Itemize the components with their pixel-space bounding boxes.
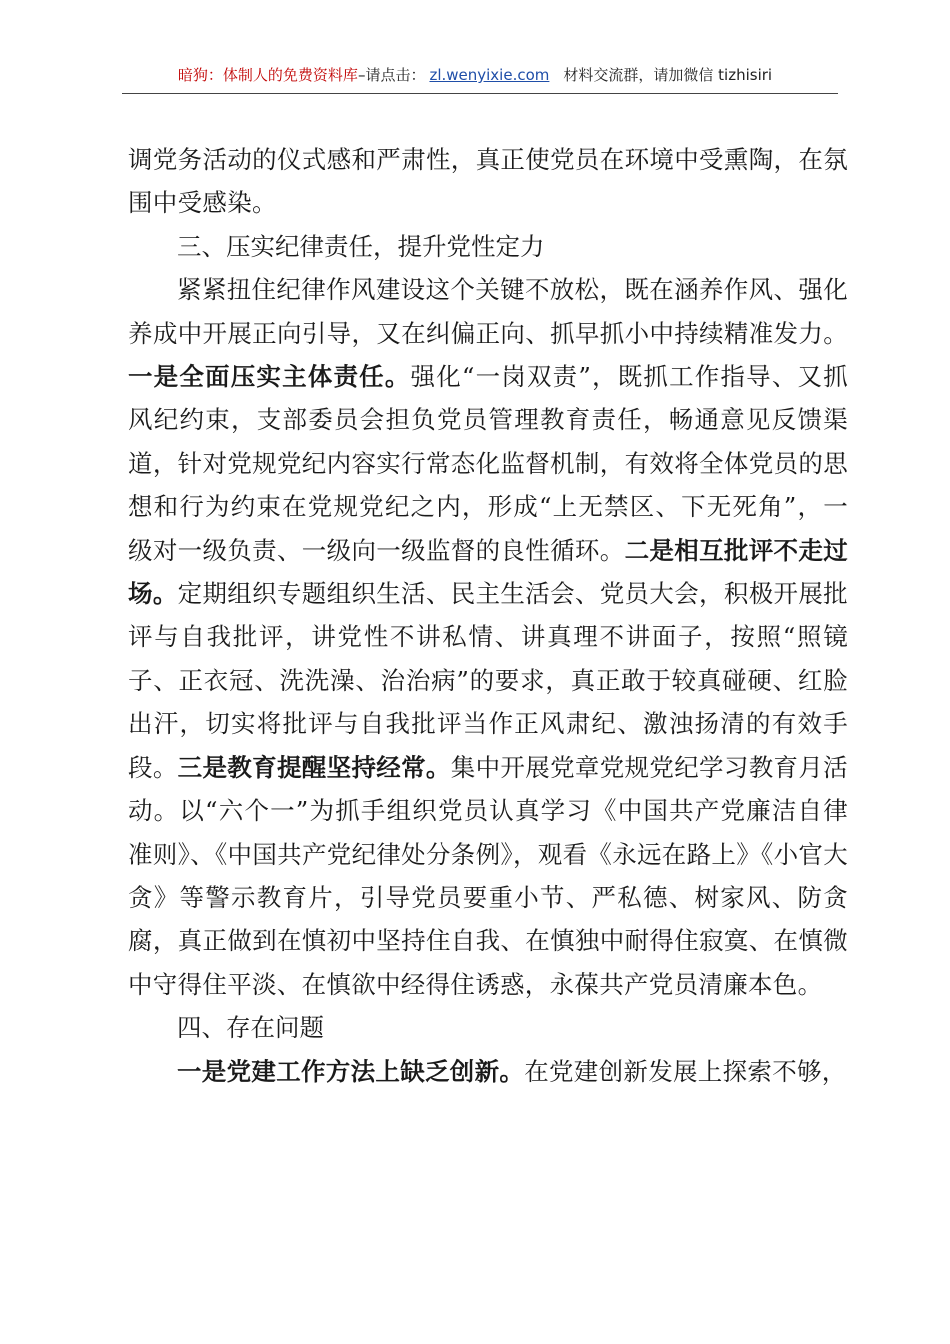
point-heading-1: 一是全面压实主体责任。: [128, 362, 411, 392]
problem-heading-1: 一是党建工作方法上缺乏创新。: [177, 1056, 525, 1086]
page-header: [0, 64, 950, 86]
header-link[interactable]: zl.wenyixie.com: [429, 66, 550, 84]
paragraph-continued: 调党务活动的仪式感和严肃性，真正使党员在环境中受熏陶，在氛围中受感染。: [128, 145, 848, 218]
paragraph-text: 集中开展党章党规党纪学习教育月活动。以“六个一”为抓手组织党员认真学习《中国共产党廉洁自律准则》、《中国共产党纪律处分条例》，观看《永远在路上》《小官大贪》等警示教育片，引导党员要重小节、严私德、树家风、防贪腐，真正做到在慎初中坚持住自我、在慎独中耐得住寂寞、在慎微中守得住平淡、在慎欲中经得住诱惑，永葆共产党员清廉本色。: [128, 752, 848, 999]
paragraph-text: 定期组织专题组织生活、民主生活会、党员大会，积极开展批评与自我批评，讲党性不讲私情、讲真理不讲面子，按照“照镜子、正衣冠、洗洗澡、治治病”的要求，真正敢于较真碰硬、红脸出汗，切实将批评与自我批评当作正风肃纪、激浊扬清的有效手段。: [128, 579, 849, 782]
point-heading-3: 三是教育提醒坚持经常。: [177, 752, 451, 782]
header-brand: 暗狗：体制人的免费资料库: [177, 66, 358, 84]
header-divider: [122, 93, 838, 94]
paragraph-problems: [128, 1050, 848, 1093]
header-wechat-note: 材料交流群，请加微信 tizhisiri: [563, 66, 773, 84]
point-heading-2: 二是相互批评不走过场。: [128, 535, 849, 609]
header-click-prompt: –请点击：: [357, 66, 426, 84]
paragraph-text: 强化“一岗双责”，既抓工作指导、又抓风纪约束，支部委员会担负党员管理教育责任，畅通意见反馈渠道，针对党规党纪内容实行常态化监督机制，有效将全体党员的思想和行为约束在党规党纪之内，形成“上无禁区、下无死角”，一级对一级负责、一级向一级监督的良性循环。: [128, 362, 848, 565]
paragraph-discipline: [128, 268, 848, 1006]
paragraph-text: 在党建创新发展上探索不够，: [524, 1056, 847, 1086]
document-body: [128, 138, 848, 1093]
paragraph-text: 紧紧扭住纪律作风建设这个关键不放松，既在涵养作风、强化养成中开展正向引导，又在纠偏正向、抓早抓小中持续精准发力。: [128, 275, 848, 348]
section-heading-3: 三、压实纪律责任，提升党性定力: [177, 231, 545, 261]
section-heading-4: 四、存在问题: [177, 1013, 324, 1043]
